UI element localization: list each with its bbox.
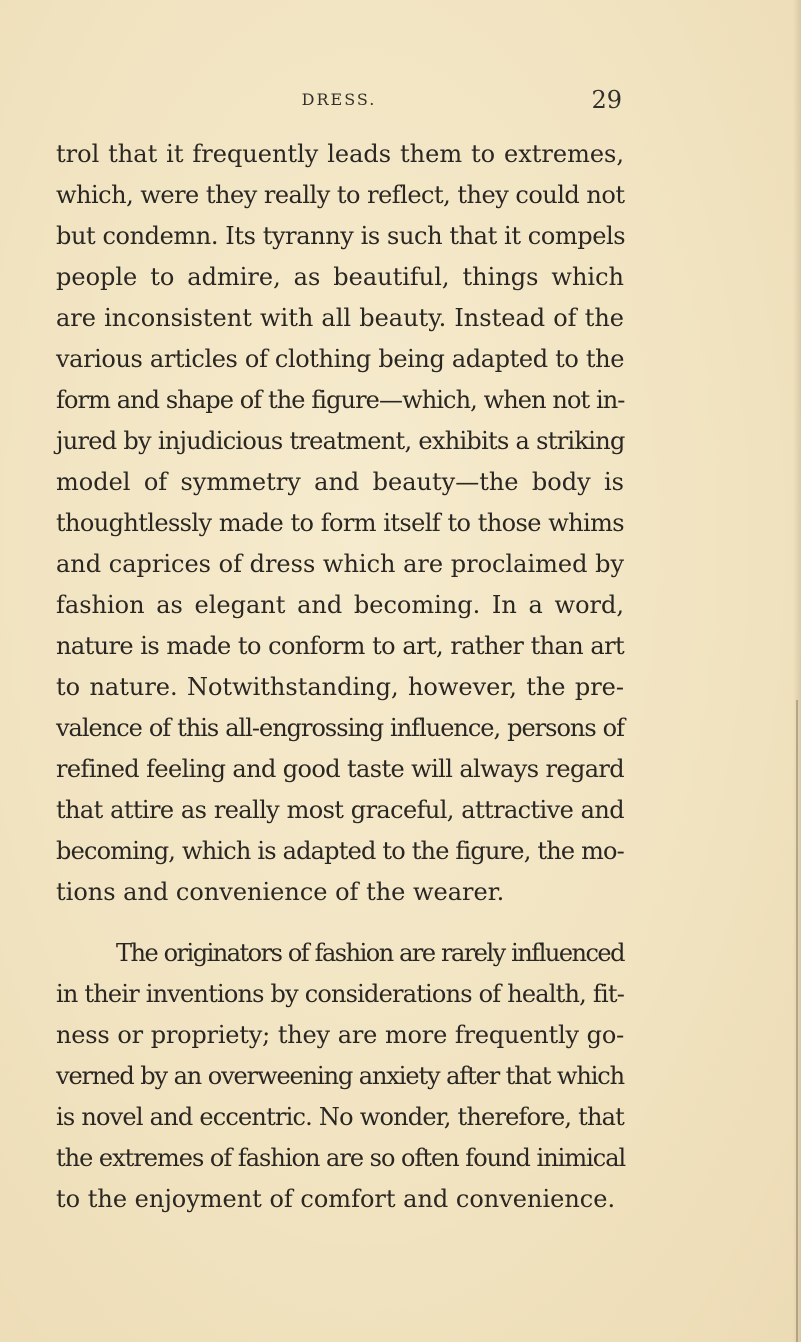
paragraph bbox=[56, 134, 624, 913]
page-number: 29 bbox=[591, 86, 622, 114]
text-line: that attire as really most graceful, attractive and bbox=[56, 796, 624, 824]
text-line: to nature. Notwithstanding, however, the pre- bbox=[56, 673, 624, 701]
text-line: model of symmetry and beauty—the body is bbox=[56, 468, 624, 496]
paragraph-gap bbox=[56, 913, 624, 933]
text-line: becoming, which is adapted to the figure, the mo- bbox=[56, 837, 624, 865]
text-line: but condemn. Its tyranny is such that it compels bbox=[56, 222, 626, 250]
text-line: the extremes of fashion are so often found inimical bbox=[56, 1144, 626, 1172]
text-line: which, were they really to reflect, they could not bbox=[56, 181, 625, 209]
text-line: ness or propriety; they are more frequently go- bbox=[56, 1021, 624, 1049]
text-line: valence of this all-engrossing influence, persons of bbox=[56, 714, 624, 742]
text-line: thoughtlessly made to form itself to those whims bbox=[56, 509, 624, 537]
running-head: DRESS. bbox=[301, 90, 377, 109]
text-line: are inconsistent with all beauty. Instead of the bbox=[56, 304, 624, 332]
page-header bbox=[56, 88, 622, 118]
text-line: various articles of clothing being adapted to the bbox=[56, 345, 624, 373]
text-line: fashion as elegant and becoming. In a word, bbox=[56, 591, 624, 619]
text-line: nature is made to conform to art, rather than art bbox=[56, 632, 624, 660]
page-edge-line bbox=[796, 700, 798, 1342]
text-line: people to admire, as beautiful, things which bbox=[56, 263, 624, 291]
paragraph bbox=[56, 933, 624, 1220]
text-line: form and shape of the figure—which, when not in- bbox=[56, 386, 625, 414]
text-line: tions and convenience of the wearer. bbox=[56, 878, 505, 906]
text-line: trol that it frequently leads them to extremes, bbox=[56, 140, 624, 168]
text-line: is novel and eccentric. No wonder, therefore, that bbox=[56, 1103, 624, 1131]
text-line: jured by injudicious treatment, exhibits a striking bbox=[56, 427, 625, 455]
text-line: The originators of fashion are rarely influenced bbox=[116, 939, 624, 967]
text-line: verned by an overweening anxiety after that which bbox=[56, 1062, 624, 1090]
body-text bbox=[56, 134, 624, 1220]
text-line: to the enjoyment of comfort and convenience. bbox=[56, 1185, 616, 1213]
text-line: refined feeling and good taste will always regard bbox=[56, 755, 625, 783]
text-line: and caprices of dress which are proclaimed by bbox=[56, 550, 624, 578]
text-line: in their inventions by considerations of health, fit- bbox=[56, 980, 624, 1008]
